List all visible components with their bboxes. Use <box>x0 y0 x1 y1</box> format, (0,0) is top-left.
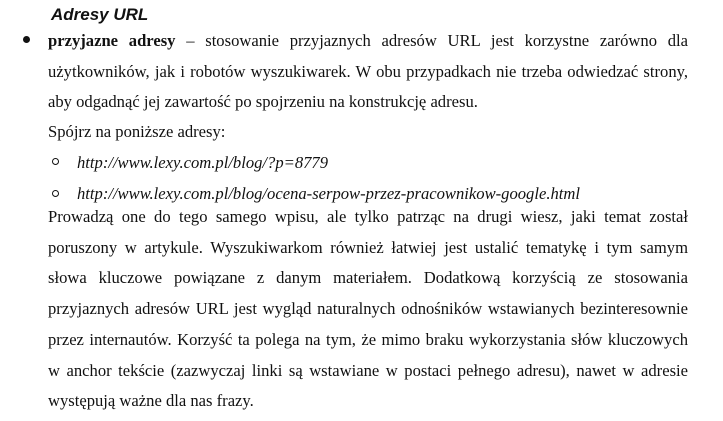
intro-line: Spójrz na poniższe adresy: <box>48 122 226 141</box>
url-example-long: http://www.lexy.com.pl/blog/ocena-serpow-przez-pracownikow-google.html <box>77 184 580 203</box>
term-label: przyjazne adresy <box>48 31 176 50</box>
closing-paragraph: Prowadzą one do tego samego wpisu, ale tylko patrząc na drugi wiesz, jaki temat został poruszony w artykule. Wyszukiwarkom również łatwiej jest ustalić tematykę i tym samym słowa kluczowe powiązane z danym materiałem. Dodatkową korzyścią ze stosowania przyjaznych adresów URL jest wygląd naturalnych odnośników wstawianych bezinteresownie przez internautów. Korzyść ta polega na tym, że mimo braku wykorzystania słów kluczowych w anchor tekście (zazwyczaj linki są wstawiane w postaci pełnego adresu), nawet w adresie występują ważne dla nas frazy. <box>48 207 688 411</box>
url-example-short: http://www.lexy.com.pl/blog/?p=8779 <box>77 153 329 172</box>
hollow-bullet-icon <box>52 158 59 165</box>
bullet-paragraph <box>48 26 688 118</box>
bullet-icon <box>23 36 30 43</box>
section-heading: Adresy URL <box>51 5 149 24</box>
term-description: – stosowanie przyjaznych adresów URL jest korzystne zarówno dla użytkowników, jak i robotów wyszukiwarek. W obu przypadkach nie trzeba odwiedzać strony, aby odgadnąć jej zawartość po spojrzeniu na konstrukcję adresu. <box>48 31 688 112</box>
hollow-bullet-icon <box>52 190 59 197</box>
